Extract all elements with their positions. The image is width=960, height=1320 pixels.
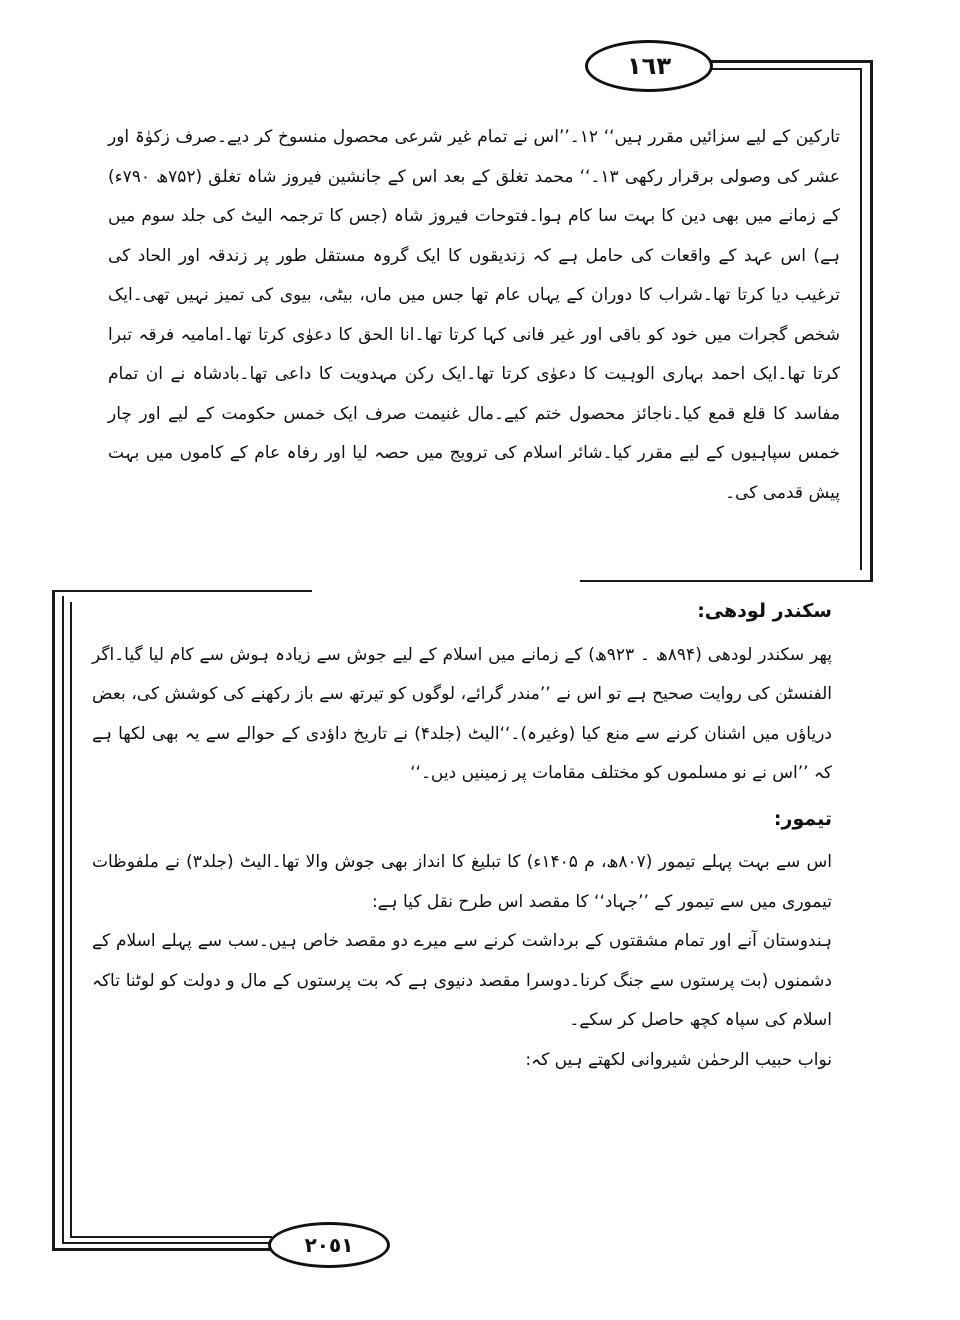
lower-text-block [92,592,832,1080]
quote-taimur: ہندوستان آنے اور تمام مشقتوں کے برداشت کرنے سے میرے دو مقصد خاص ہیں۔سب سے پہلے اسلام کے دشمنوں (بت پرستوں سے جنگ کرنا۔دوسرا مقصد دنیوی ہے کہ بت پرستوں کے مال و دولت کو لوٹنا تاکہ اسلام کی سپاہ کچھ حاصل کر سکے۔ [92,931,832,1030]
border-lower-left-outer [52,590,55,1250]
border-upper-bottom-link [580,580,873,582]
border-upper-top-outer [710,60,873,63]
closing-line: نواب حبیب الرحمٰن شیروانی لکھتے ہیں کہ: [525,1049,832,1070]
border-lower-bottom-mid [62,1242,272,1244]
paragraph-sikandar-lodhi: پھر سکندر لودھی (۸۹۴ھ ۔ ۹۲۳ھ) کے زمانے میں اسلام کے لیے جوش سے زیادہ ہوش سے کام لیا گیا۔اگر الفنسٹن کی روایت صحیح ہے تو اس نے ’’مندر گرائے، لوگوں کو تیرتھ سے باز رکھنے کی کوشش کی، بعض دریاؤں میں اشنان کرنے سے منع کیا (وغیرہ)۔‘‘الیٹ (جلد۴) نے تاریخ داؤدی کے حوالے سے یہ بھی لکھا ہے کہ ’’اس نے نو مسلموں کو مختلف مقامات پر زمینیں دیں۔‘‘ [92,644,832,783]
border-lower-left-mid [62,596,64,1244]
top-page-number [585,40,713,92]
border-lower-bottom-outer [52,1248,272,1251]
top-page-number-text: ١٦٣ [627,52,671,80]
heading-taimur: تیمور: [773,807,832,830]
border-upper-top-inner [710,68,862,70]
upper-text-block [108,118,840,513]
border-upper-right-inner [860,68,862,570]
border-lower-left-inner [70,602,72,1238]
paragraph-firoz-shah: تارکین کے لیے سزائیں مقرر ہیں‘‘ ۱۲۔’’اس نے تمام غیر شرعی محصول منسوخ کر دیے۔صرف زکوٰۃ اور عشر کی وصولی برقرار رکھی ۱۳۔‘‘ محمد تغلق کے بعد اس کے جانشین فیروز شاہ تغلق (۷۵۲ھ ۷۹۰ء) کے زمانے میں بھی دین کا بہت سا کام ہوا۔فتوحات فیروز شاہ (جس کا ترجمہ الیٹ کی جلد سوم میں ہے) اس عہد کے واقعات کی حامل ہے کہ زندیقوں کا ایک گروہ مستقل طور پر زندقہ اور الحاد کی ترغیب دیا کرتا تھا۔شراب کا دوران کے یہاں عام تھا جس میں ماں، بیٹی، بیوی کی تمیز نہیں تھی۔ایک شخص گجرات میں خود کو باقی اور غیر فانی کہا کرتا تھا۔انا الحق کا دعوٰی کرتا تھا۔امامیہ فرقہ تبرا کرتا تھا۔ایک احمد بہاری الوہیت کا دعوٰی کرتا تھا۔ایک رکن مہدویت کا داعی تھا۔بادشاہ نے ان تمام مفاسد کا قلع قمع کیا۔ناجائز محصول ختم کیے۔مال غنیمت صرف ایک خمس حکومت کے لیے اور چار خمس سپاہیوں کے لیے مقرر کیا۔شائر اسلام کی ترویج میں حصہ لیا اور رفاہ عام کے کاموں میں بہت پیش قدمی کی۔ [108,127,840,503]
border-lower-bottom-inner [70,1236,272,1238]
bottom-page-number-text: ٢٠٥١ [304,1233,354,1257]
bottom-page-number [268,1222,390,1268]
border-upper-right-outer [870,60,873,580]
paragraph-taimur: اس سے بہت پہلے تیمور (۸۰۷ھ، م ۱۴۰۵ء) کا تبلیغ کا انداز بھی جوش والا تھا۔الیٹ (جلد۳) نے ملفوظات تیموری میں سے تیمور کے ’’جہاد‘‘ کا مقصد اس طرح نقل کیا ہے: [92,852,832,912]
heading-sikandar-lodhi: سکندر لودھی: [697,600,832,622]
